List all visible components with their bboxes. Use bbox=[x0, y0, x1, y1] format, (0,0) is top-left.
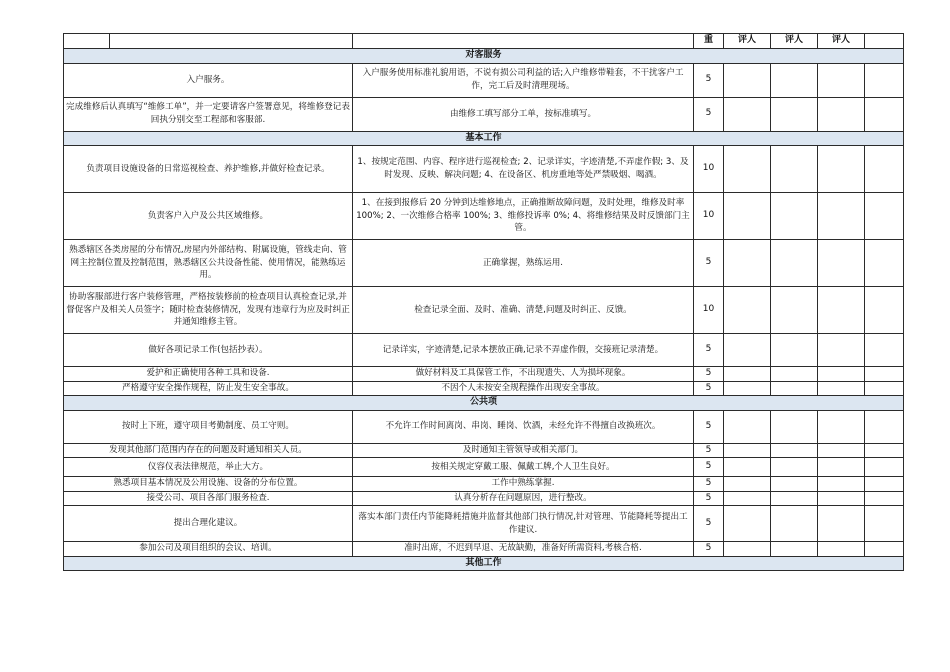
score-cell-3 bbox=[818, 240, 865, 287]
weight-cell: 5 bbox=[694, 334, 724, 367]
blank-cell bbox=[865, 367, 904, 382]
weight-cell: 5 bbox=[694, 381, 724, 396]
item-cell: 按时上下班，遵守项目考勤制度、员工守则。 bbox=[64, 410, 353, 443]
score-cell-3 bbox=[818, 443, 865, 458]
header-row bbox=[64, 34, 904, 49]
table-row bbox=[64, 506, 904, 542]
table-row bbox=[64, 193, 904, 240]
score-cell-1 bbox=[724, 443, 771, 458]
score-cell-2 bbox=[771, 542, 818, 557]
header-blank-cell bbox=[865, 34, 904, 49]
table-row bbox=[64, 63, 904, 97]
weight-cell: 5 bbox=[694, 491, 724, 506]
score-cell-1 bbox=[724, 458, 771, 477]
score-cell-3 bbox=[818, 542, 865, 557]
section-header-row bbox=[64, 556, 904, 571]
table-row bbox=[64, 287, 904, 334]
standard-cell: 记录详实，字迹清楚,记录本摆放正确,记录不弄虚作假，交接班记录清楚。 bbox=[353, 334, 694, 367]
score-cell-1 bbox=[724, 381, 771, 396]
blank-cell bbox=[865, 477, 904, 492]
score-cell-1 bbox=[724, 506, 771, 542]
blank-cell bbox=[865, 193, 904, 240]
weight-cell: 10 bbox=[694, 193, 724, 240]
score-cell-3 bbox=[818, 491, 865, 506]
score-cell-1 bbox=[724, 410, 771, 443]
score-cell-3 bbox=[818, 477, 865, 492]
standard-cell: 认真分析存在问题原因，进行整改。 bbox=[353, 491, 694, 506]
blank-cell bbox=[865, 443, 904, 458]
weight-cell: 5 bbox=[694, 63, 724, 97]
item-cell: 做好各项记录工作(包括抄表）。 bbox=[64, 334, 353, 367]
score-cell-1 bbox=[724, 97, 771, 131]
item-cell: 熟悉项目基本情况及公用设施、设备的分布位置。 bbox=[64, 477, 353, 492]
score-cell-2 bbox=[771, 506, 818, 542]
score-cell-2 bbox=[771, 287, 818, 334]
score-cell-2 bbox=[771, 443, 818, 458]
table-row bbox=[64, 381, 904, 396]
item-cell: 仪容仪表法律规范，举止大方。 bbox=[64, 458, 353, 477]
section-title: 公共项 bbox=[64, 396, 904, 411]
item-cell: 熟悉辖区各类房屋的分布情况,房屋内外部结构、附属设施，管线走向、管网主控制位置及控制范围，熟悉辖区公共设备性能、使用情况，能熟练运用。 bbox=[64, 240, 353, 287]
item-cell: 完成维修后认真填写“维修工单”，并一定要请客户签署意见，将维修登记表回执分别交至工程部和客服部. bbox=[64, 97, 353, 131]
blank-cell bbox=[865, 334, 904, 367]
standard-cell: 正确掌握，熟练运用. bbox=[353, 240, 694, 287]
item-cell: 协助客服部进行客户装修管理，严格按装修前的检查项目认真检查记录,并督促客户及相关人员签字；随时检查装修情况，发现有违章行为应及时纠正并通知维修主管。 bbox=[64, 287, 353, 334]
blank-cell bbox=[865, 491, 904, 506]
score-cell-1 bbox=[724, 367, 771, 382]
weight-cell: 5 bbox=[694, 410, 724, 443]
weight-cell: 5 bbox=[694, 506, 724, 542]
weight-cell: 5 bbox=[694, 367, 724, 382]
weight-cell: 5 bbox=[694, 97, 724, 131]
blank-cell bbox=[865, 240, 904, 287]
score-cell-2 bbox=[771, 410, 818, 443]
item-cell: 负责项目设施设备的日常巡视检查、养护维修,并做好检查记录。 bbox=[64, 146, 353, 193]
table-row bbox=[64, 542, 904, 557]
score-cell-1 bbox=[724, 240, 771, 287]
blank-cell bbox=[865, 381, 904, 396]
score-cell-2 bbox=[771, 63, 818, 97]
blank-cell bbox=[865, 410, 904, 443]
section-header-row bbox=[64, 49, 904, 64]
blank-cell bbox=[865, 458, 904, 477]
header-scorer-1: 评人 bbox=[724, 34, 771, 49]
standard-cell: 及时通知主管领导或相关部门。 bbox=[353, 443, 694, 458]
table-row bbox=[64, 97, 904, 131]
blank-cell bbox=[865, 63, 904, 97]
standard-cell: 不允许工作时间离岗、串岗、睡岗、饮酒，未经允许不得擅自改换班次。 bbox=[353, 410, 694, 443]
standard-cell: 落实本部门责任内节能降耗措施并监督其他部门执行情况,针对管理、节能降耗等提出工作建议. bbox=[353, 506, 694, 542]
table-row bbox=[64, 367, 904, 382]
score-cell-3 bbox=[818, 381, 865, 396]
score-cell-3 bbox=[818, 287, 865, 334]
score-cell-3 bbox=[818, 367, 865, 382]
score-cell-1 bbox=[724, 542, 771, 557]
weight-cell: 5 bbox=[694, 458, 724, 477]
header-scorer-2: 评人 bbox=[771, 34, 818, 49]
item-cell: 接受公司、项目各部门服务检查. bbox=[64, 491, 353, 506]
table-row bbox=[64, 477, 904, 492]
standard-cell: 1、在接到报修后 20 分钟到达维修地点，正确推断故障问题，及时处理，维修及时率 100%; 2、一次维修合格率 100%; 3、维修投诉率 0%; 4、将维修结果及时反馈部门主管。 bbox=[353, 193, 694, 240]
blank-cell bbox=[865, 287, 904, 334]
weight-cell: 5 bbox=[694, 443, 724, 458]
standard-cell: 不因个人未按安全规程操作出现安全事故。 bbox=[353, 381, 694, 396]
score-cell-3 bbox=[818, 193, 865, 240]
score-cell-3 bbox=[818, 410, 865, 443]
blank-cell bbox=[865, 506, 904, 542]
score-cell-2 bbox=[771, 458, 818, 477]
table-row bbox=[64, 410, 904, 443]
blank-cell bbox=[865, 97, 904, 131]
blank-cell bbox=[865, 542, 904, 557]
score-cell-1 bbox=[724, 477, 771, 492]
item-cell: 负责客户入户及公共区域维修。 bbox=[64, 193, 353, 240]
header-blank-cell bbox=[353, 34, 694, 49]
score-cell-2 bbox=[771, 97, 818, 131]
table-row bbox=[64, 458, 904, 477]
header-blank-cell bbox=[64, 34, 110, 49]
item-cell: 提出合理化建议。 bbox=[64, 506, 353, 542]
weight-cell: 5 bbox=[694, 477, 724, 492]
score-cell-2 bbox=[771, 193, 818, 240]
score-cell-3 bbox=[818, 146, 865, 193]
standard-cell: 准时出席，不迟到早退、无故缺勤，准备好所需资料,考核合格. bbox=[353, 542, 694, 557]
score-cell-1 bbox=[724, 491, 771, 506]
item-cell: 爱护和正确使用各种工具和设备. bbox=[64, 367, 353, 382]
table-row bbox=[64, 334, 904, 367]
section-title: 基本工作 bbox=[64, 131, 904, 146]
score-cell-1 bbox=[724, 193, 771, 240]
standard-cell: 工作中熟练掌握. bbox=[353, 477, 694, 492]
score-cell-2 bbox=[771, 146, 818, 193]
header-weight: 重 bbox=[694, 34, 724, 49]
table-row bbox=[64, 146, 904, 193]
item-cell: 发现其他部门范围内存在的问题及时通知相关人员。 bbox=[64, 443, 353, 458]
score-cell-2 bbox=[771, 381, 818, 396]
score-cell-1 bbox=[724, 287, 771, 334]
standard-cell: 由维修工填写部分工单，按标准填写。 bbox=[353, 97, 694, 131]
score-cell-1 bbox=[724, 63, 771, 97]
standard-cell: 入户服务使用标准礼貌用语，不说有损公司利益的话;入户维修带鞋套，不干扰客户工作，完工后及时清理现场。 bbox=[353, 63, 694, 97]
standard-cell: 1、按规定范围、内容、程序进行巡视检查; 2、记录详实，字迹清楚,不弄虚作假; 3、及时发现、反映、解决问题; 4、在设备区、机房重地等处严禁吸烟、喝酒。 bbox=[353, 146, 694, 193]
section-header-row bbox=[64, 396, 904, 411]
score-cell-3 bbox=[818, 97, 865, 131]
section-title: 其他工作 bbox=[64, 556, 904, 571]
blank-cell bbox=[865, 146, 904, 193]
header-blank-cell bbox=[110, 34, 353, 49]
standard-cell: 检查记录全面、及时、准确、清楚,问题及时纠正、反馈。 bbox=[353, 287, 694, 334]
table-row bbox=[64, 491, 904, 506]
table-row bbox=[64, 443, 904, 458]
score-cell-2 bbox=[771, 491, 818, 506]
item-cell: 入户服务。 bbox=[64, 63, 353, 97]
score-cell-3 bbox=[818, 334, 865, 367]
item-cell: 参加公司及项目组织的会议、培训。 bbox=[64, 542, 353, 557]
score-cell-3 bbox=[818, 458, 865, 477]
evaluation-table bbox=[63, 33, 904, 571]
weight-cell: 10 bbox=[694, 146, 724, 193]
table-row bbox=[64, 240, 904, 287]
score-cell-3 bbox=[818, 506, 865, 542]
standard-cell: 按相关规定穿戴工服、佩戴工牌,个人卫生良好。 bbox=[353, 458, 694, 477]
score-cell-1 bbox=[724, 146, 771, 193]
score-cell-2 bbox=[771, 334, 818, 367]
section-header-row bbox=[64, 131, 904, 146]
score-cell-3 bbox=[818, 63, 865, 97]
item-cell: 严格遵守安全操作规程，防止发生安全事故。 bbox=[64, 381, 353, 396]
score-cell-2 bbox=[771, 367, 818, 382]
section-title: 对客服务 bbox=[64, 49, 904, 64]
score-cell-2 bbox=[771, 240, 818, 287]
weight-cell: 10 bbox=[694, 287, 724, 334]
standard-cell: 做好材料及工具保管工作，不出现遗失、人为损坏现象。 bbox=[353, 367, 694, 382]
weight-cell: 5 bbox=[694, 542, 724, 557]
score-cell-1 bbox=[724, 334, 771, 367]
header-scorer-3: 评人 bbox=[818, 34, 865, 49]
weight-cell: 5 bbox=[694, 240, 724, 287]
score-cell-2 bbox=[771, 477, 818, 492]
